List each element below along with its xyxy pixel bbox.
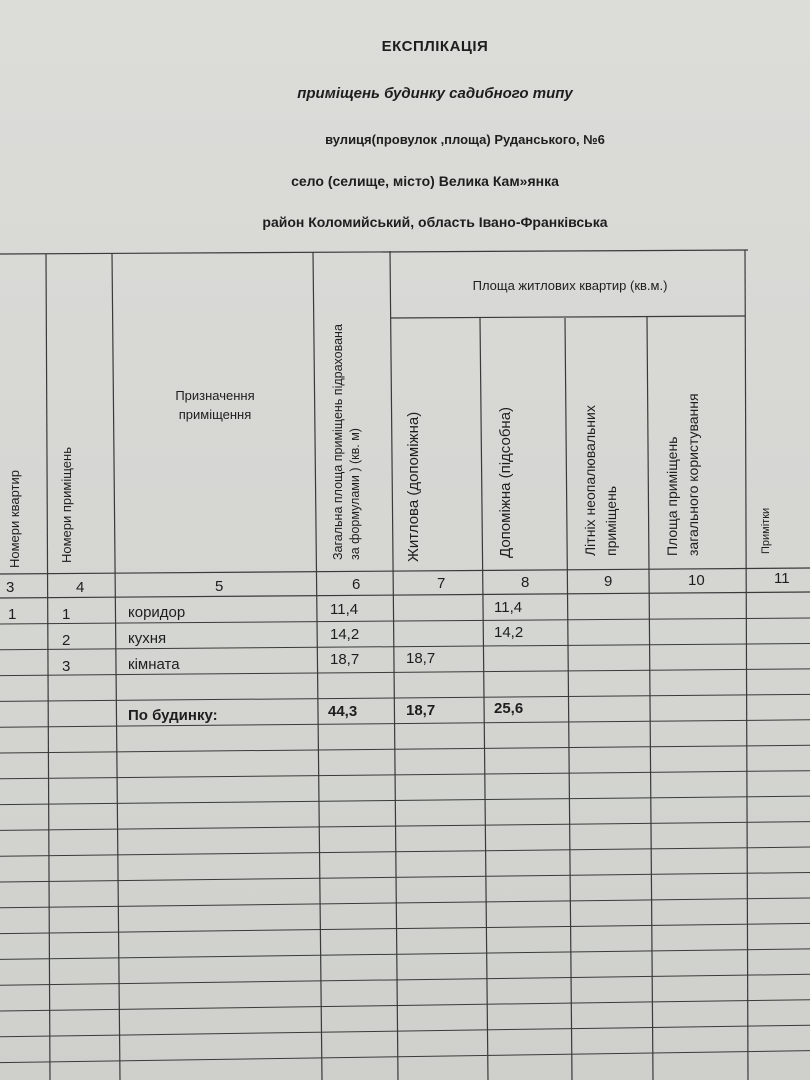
- header-room-numbers: Номери приміщень: [59, 447, 74, 563]
- table-row-line: [0, 796, 810, 804]
- column-number: 10: [688, 572, 705, 589]
- group-header-line: [390, 316, 745, 318]
- header-summer-line2: приміщень: [603, 485, 619, 556]
- header-common-line2: загального користування: [685, 393, 701, 556]
- table-row-room: 3: [62, 658, 71, 675]
- column-number: 7: [437, 575, 446, 592]
- table-row-room: 2: [62, 632, 71, 649]
- header-total-area: [330, 324, 364, 560]
- colnum-bottom-line: [0, 592, 810, 598]
- header-living-group: Площа житлових квартир (кв.м.): [472, 278, 668, 293]
- header-apartment-numbers: Номери квартир: [7, 470, 22, 568]
- table-row-line: [0, 669, 810, 676]
- table-row-line: [0, 923, 810, 933]
- vline-7: [647, 317, 653, 1080]
- totals-living: 18,7: [406, 702, 436, 719]
- table-row-line: [0, 694, 810, 701]
- table-row-line: [0, 618, 810, 624]
- document-title: ЕКСПЛІКАЦІЯ: [381, 38, 489, 55]
- header-summer-line1: Літніх неопалювальних: [582, 405, 598, 556]
- table-row-line: [0, 1025, 810, 1037]
- table-row-total: 14,2: [330, 626, 360, 643]
- table-row-line: [0, 771, 810, 779]
- table-row-line: [0, 720, 810, 727]
- table-row-line: [0, 745, 810, 753]
- table-row-living: 18,7: [406, 650, 436, 667]
- table-row-auxiliary: 14,2: [494, 624, 524, 641]
- vline-8: [745, 250, 748, 1080]
- header-purpose-line2: приміщення: [178, 407, 252, 422]
- table-row-purpose: коридор: [128, 604, 186, 621]
- column-number: 11: [774, 570, 790, 587]
- table-row-line: [0, 974, 810, 985]
- column-number: 8: [521, 574, 530, 591]
- table-row-line: [0, 847, 810, 856]
- vline-5: [480, 318, 488, 1080]
- header-common-area: [662, 393, 704, 556]
- table-row-line: [0, 643, 810, 649]
- vline-2: [112, 253, 120, 1080]
- column-number: 9: [604, 573, 613, 590]
- vline-4: [390, 251, 398, 1080]
- table-row-line: [0, 1051, 810, 1063]
- column-number: 5: [215, 578, 224, 595]
- totals-label: По будинку:: [128, 707, 218, 724]
- document-subtitle: приміщень будинку садибного типу: [297, 85, 573, 102]
- header-purpose: [140, 386, 290, 424]
- street-line: вулиця(провулок ,площа) Руданського, №6: [325, 132, 605, 147]
- vline-1: [46, 254, 50, 1080]
- table-row-room: 1: [62, 606, 71, 623]
- column-number: 3: [6, 579, 15, 596]
- table-row-line: [0, 898, 810, 908]
- column-number: 6: [352, 576, 361, 593]
- table-row-total: 18,7: [330, 651, 360, 668]
- table-row-auxiliary: 11,4: [494, 599, 523, 616]
- header-living: Житлова (допоміжна): [405, 411, 422, 562]
- village-line: село (селище, місто) Велика Кам»янка: [291, 173, 559, 189]
- header-summer-rooms: [580, 405, 622, 556]
- header-total-area-line2: за формулами ) (кв. м): [348, 428, 362, 560]
- totals-auxiliary: 25,6: [494, 700, 524, 717]
- header-notes: Примітки: [760, 507, 772, 554]
- table-row-purpose: кухня: [128, 630, 167, 647]
- table-row-line: [0, 873, 810, 883]
- table-row-apartment: 1: [8, 606, 17, 623]
- header-auxiliary: Допоміжна (підсобна): [497, 406, 514, 558]
- table-row-purpose: кімната: [128, 656, 180, 673]
- district-line: район Коломийський, область Івано-Франківська: [262, 214, 608, 230]
- table-row-line: [0, 949, 810, 960]
- header-total-area-line1: Загальна площа приміщень підрахована: [331, 324, 345, 560]
- table-row-line: [0, 822, 810, 831]
- vline-6: [565, 318, 572, 1080]
- header-common-line1: Площа приміщень: [664, 436, 680, 556]
- table-row-total: 11,4: [330, 601, 359, 618]
- totals-total: 44,3: [328, 703, 358, 720]
- column-number: 4: [76, 579, 85, 596]
- table-row-line: [0, 1000, 810, 1011]
- header-purpose-line1: Призначення: [175, 388, 255, 403]
